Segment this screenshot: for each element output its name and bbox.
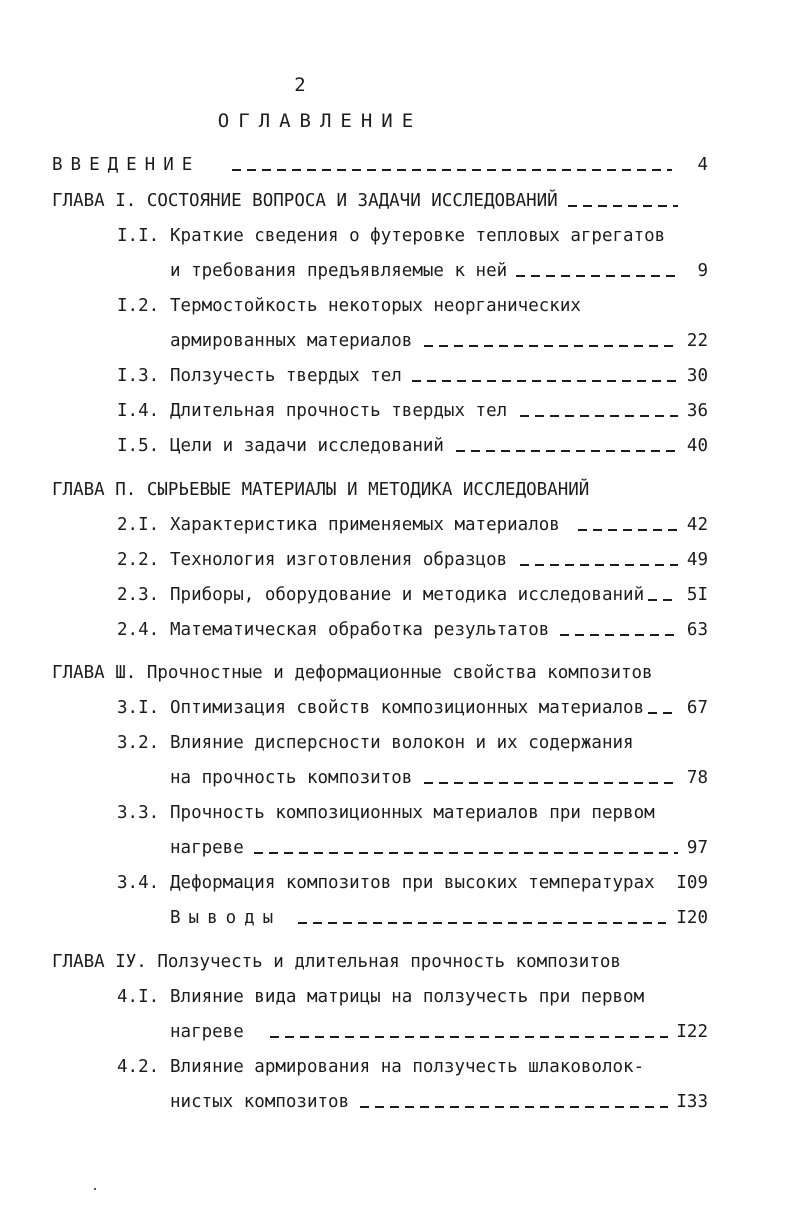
toc-entry: I.I. Краткие сведения о футеровке тепловых агрегатов bbox=[117, 226, 666, 246]
toc-intro bbox=[0, 151, 792, 179]
dot-leader bbox=[298, 922, 666, 924]
dot-leader bbox=[578, 529, 678, 531]
dot-leader bbox=[560, 634, 678, 636]
dot-leader bbox=[412, 380, 678, 382]
toc-entry: 2.4. Математическая обработка результатов 63 bbox=[117, 620, 708, 640]
toc-entry: 2.2. Технология изготовления образцов 49 bbox=[117, 550, 708, 570]
toc-entry: 3.2. Влияние дисперсности волокон и их содержания bbox=[117, 733, 634, 753]
toc-entry: 2.I. Характеристика применяемых материалов 42 bbox=[117, 515, 708, 535]
dot-leader bbox=[456, 450, 678, 452]
toc-entry: и требования предъявляемые к ней 9 bbox=[170, 261, 708, 281]
toc-entry: I.2. Термостойкость некоторых неорганических bbox=[117, 296, 581, 316]
dot-leader bbox=[424, 345, 678, 347]
dot-leader bbox=[520, 415, 678, 417]
toc-entry: Выводы I20 bbox=[170, 908, 708, 928]
chapter-title: ГЛАВА П. СЫРЬЕВЫЕ МАТЕРИАЛЫ И МЕТОДИКА ИССЛЕДОВАНИЙ bbox=[52, 480, 590, 500]
dot-leader bbox=[360, 1106, 668, 1108]
toc-entry: 3.3. Прочность композиционных материалов при первом bbox=[117, 803, 655, 823]
intro-page: 4 bbox=[697, 155, 708, 175]
toc-entry: на прочность композитов 78 bbox=[170, 768, 708, 788]
chapter-title: ГЛАВА Ш. Прочностные и деформационные свойства композитов bbox=[52, 663, 653, 683]
toc-entry: I.5. Цели и задачи исследований 40 bbox=[117, 436, 708, 456]
dot-leader bbox=[568, 205, 678, 207]
intro-label: ВВЕДЕНИЕ bbox=[52, 155, 201, 175]
dot-leader bbox=[648, 712, 678, 714]
dot-leader bbox=[254, 852, 678, 854]
dot-leader bbox=[232, 169, 672, 171]
chapter-title: ГЛАВА IУ. Ползучесть и длительная прочность композитов bbox=[52, 952, 621, 972]
toc-entry: армированных материалов 22 bbox=[170, 331, 708, 351]
toc-heading: ОГЛАВЛЕНИЕ bbox=[217, 110, 423, 132]
page-number: 2 bbox=[294, 74, 306, 96]
toc-entry: нистых композитов I33 bbox=[170, 1092, 708, 1112]
toc-entry: нагреве 97 bbox=[170, 838, 708, 858]
toc-entry: 4.I. Влияние вида матрицы на ползучесть при первом bbox=[117, 987, 645, 1007]
toc-entry: 4.2. Влияние армирования на ползучесть шлаковолок- bbox=[117, 1057, 645, 1077]
toc-entry: 3.I. Оптимизация свойств композиционных материалов 67 bbox=[117, 698, 708, 718]
dot-leader bbox=[424, 782, 678, 784]
dot-leader bbox=[520, 564, 678, 566]
dot-leader bbox=[270, 1036, 668, 1038]
toc-entry: 2.3. Приборы, оборудование и методика исследований 5I bbox=[117, 585, 708, 605]
toc-entry: I.3. Ползучесть твердых тел 30 bbox=[117, 366, 708, 386]
dot-leader bbox=[516, 275, 680, 277]
toc-entry: I.4. Длительная прочность твердых тел 36 bbox=[117, 401, 708, 421]
scan-speck bbox=[94, 1188, 96, 1190]
chapter-title: ГЛАВА I. СОСТОЯНИЕ ВОПРОСА И ЗАДАЧИ ИССЛЕДОВАНИЙ bbox=[0, 187, 792, 215]
toc-entry: 3.4. Деформация композитов при высоких температурах I09 bbox=[117, 873, 708, 893]
dot-leader bbox=[648, 599, 678, 601]
toc-entry: нагреве I22 bbox=[170, 1022, 708, 1042]
